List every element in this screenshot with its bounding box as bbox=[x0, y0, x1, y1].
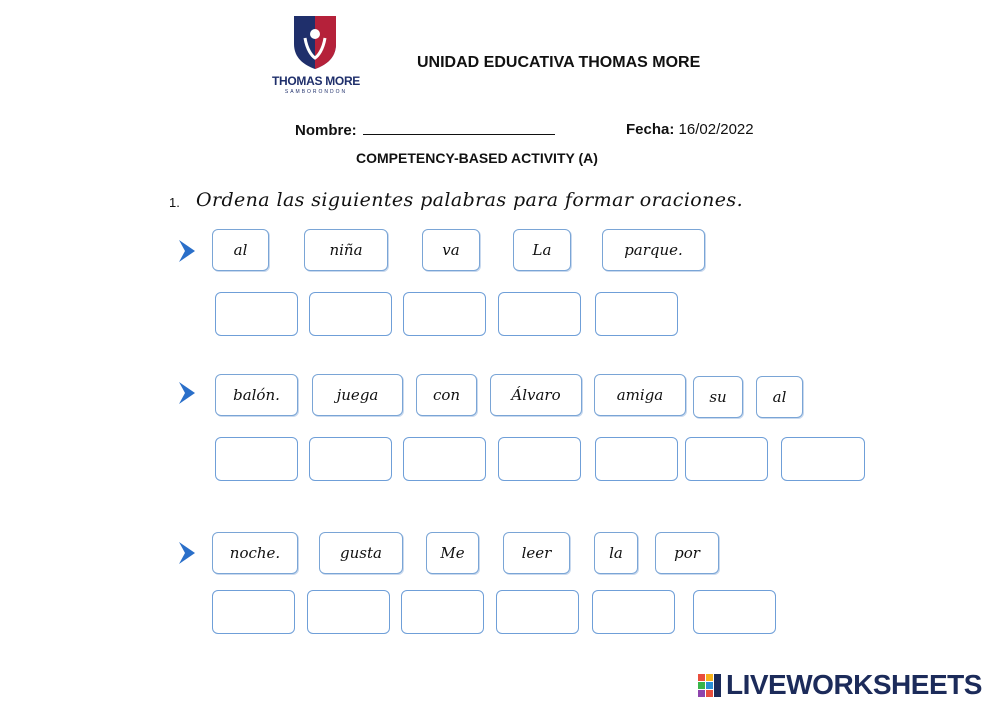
shield-icon bbox=[292, 14, 338, 70]
word-tile[interactable]: juega bbox=[312, 374, 403, 416]
answer-box[interactable] bbox=[401, 590, 484, 634]
chevron-right-icon bbox=[176, 540, 198, 566]
word-tile[interactable]: Me bbox=[426, 532, 479, 574]
school-logo bbox=[270, 12, 362, 98]
word-tile[interactable]: por bbox=[655, 532, 719, 574]
word-tile[interactable]: va bbox=[422, 229, 480, 271]
answer-box[interactable] bbox=[592, 590, 675, 634]
word-tile[interactable]: al bbox=[756, 376, 803, 418]
answer-box[interactable] bbox=[403, 437, 486, 481]
answer-box[interactable] bbox=[498, 292, 581, 336]
word-tile[interactable]: Álvaro bbox=[490, 374, 582, 416]
word-tile[interactable]: La bbox=[513, 229, 571, 271]
answer-box[interactable] bbox=[685, 437, 768, 481]
question-instruction: Ordena las siguientes palabras para formar oraciones. bbox=[196, 189, 744, 211]
answer-box[interactable] bbox=[215, 292, 298, 336]
answer-box[interactable] bbox=[403, 292, 486, 336]
word-tile[interactable]: la bbox=[594, 532, 638, 574]
word-tile[interactable]: al bbox=[212, 229, 269, 271]
word-tile[interactable]: su bbox=[693, 376, 743, 418]
fecha bbox=[626, 121, 754, 138]
answer-box[interactable] bbox=[309, 292, 392, 336]
nombre-field[interactable] bbox=[295, 121, 555, 139]
answer-box[interactable] bbox=[212, 590, 295, 634]
logo-subtitle: SAMBORONDON bbox=[284, 89, 348, 95]
logo-name: THOMAS MORE bbox=[271, 74, 361, 88]
word-tile[interactable]: balón. bbox=[215, 374, 298, 416]
liveworksheets-wordmark: LIVEWORKSHEETS bbox=[726, 669, 982, 700]
word-tile[interactable]: parque. bbox=[602, 229, 705, 271]
answer-box[interactable] bbox=[595, 437, 678, 481]
nombre-line[interactable] bbox=[363, 121, 555, 135]
word-tile[interactable]: leer bbox=[503, 532, 570, 574]
answer-box[interactable] bbox=[781, 437, 865, 481]
answer-box[interactable] bbox=[595, 292, 678, 336]
liveworksheets-brand bbox=[698, 668, 994, 704]
chevron-right-icon bbox=[176, 380, 198, 406]
answer-box[interactable] bbox=[215, 437, 298, 481]
word-tile[interactable]: niña bbox=[304, 229, 388, 271]
question-number: 1. bbox=[169, 195, 180, 210]
answer-box[interactable] bbox=[498, 437, 581, 481]
answer-box[interactable] bbox=[309, 437, 392, 481]
liveworksheets-logo-icon bbox=[698, 674, 722, 698]
word-tile[interactable]: gusta bbox=[319, 532, 403, 574]
answer-box[interactable] bbox=[307, 590, 390, 634]
chevron-right-icon bbox=[176, 238, 198, 264]
fecha-label: Fecha: bbox=[626, 121, 675, 138]
nombre-label: Nombre: bbox=[295, 122, 357, 139]
answer-box[interactable] bbox=[693, 590, 776, 634]
school-title: UNIDAD EDUCATIVA THOMAS MORE bbox=[417, 54, 701, 71]
word-tile[interactable]: con bbox=[416, 374, 477, 416]
answer-box[interactable] bbox=[496, 590, 579, 634]
fecha-value: 16/02/2022 bbox=[678, 121, 754, 138]
word-tile[interactable]: amiga bbox=[594, 374, 686, 416]
word-tile[interactable]: noche. bbox=[212, 532, 298, 574]
activity-title: COMPETENCY-BASED ACTIVITY (A) bbox=[356, 150, 598, 166]
